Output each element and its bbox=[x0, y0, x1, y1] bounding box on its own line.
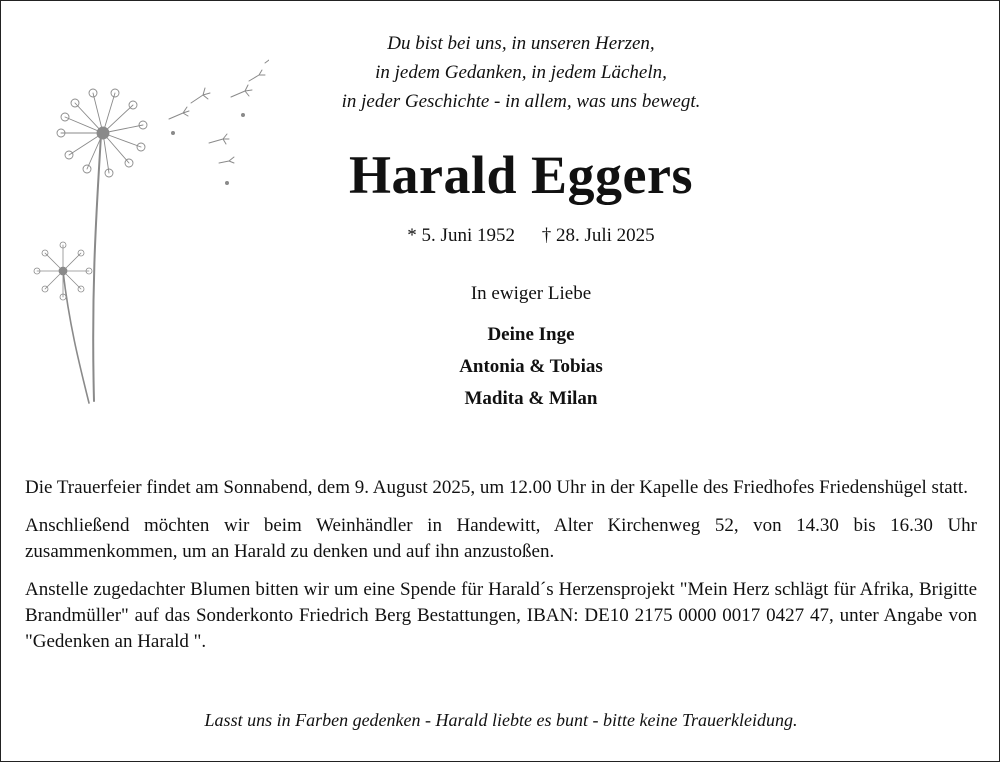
poem-line-1: Du bist bei uns, in unseren Herzen, bbox=[387, 33, 655, 54]
love-line: In ewiger Liebe bbox=[470, 283, 592, 304]
life-dates bbox=[301, 223, 761, 249]
mourner-name: Deine Inge bbox=[487, 324, 575, 345]
poem bbox=[251, 29, 791, 116]
mourners-list bbox=[331, 319, 731, 415]
funeral-info bbox=[25, 475, 977, 667]
birth-date: * 5. Juni 1952 bbox=[407, 225, 515, 246]
dress-code-note: Lasst uns in Farben gedenken - Harald liebte es bunt - bitte keine Trauerkleidung. bbox=[204, 710, 798, 730]
death-date: † 28. Juli 2025 bbox=[541, 225, 655, 246]
deceased-name: Harald Eggers bbox=[349, 145, 693, 205]
donation-paragraph: Anstelle zugedachter Blumen bitten wir um eine Spende für Harald´s Herzensprojekt "Mein Herz schlägt für Afrika, Brigitte Brandmüller" auf das Sonderkonto Friedrich Berg Bestattungen, IBAN: DE10 2175 0000 0017 0427 47, unter Angabe von "Gedenken an Harald ". bbox=[25, 579, 977, 652]
poem-line-2: in jedem Gedanken, in jedem Lächeln, bbox=[375, 62, 667, 83]
mourner-name: Antonia & Tobias bbox=[459, 356, 603, 377]
poem-line-3: in jeder Geschichte - in allem, was uns bewegt. bbox=[341, 91, 701, 112]
dandelion-icon bbox=[19, 23, 269, 413]
gathering-paragraph: Anschließend möchten wir beim Weinhändler in Handewitt, Alter Kirchenweg 52, von 14.30 bis 16.30 Uhr zusammenkommen, um an Harald zu denken und auf ihn anzustoßen. bbox=[25, 515, 977, 562]
funeral-service-paragraph: Die Trauerfeier findet am Sonnabend, dem 9. August 2025, um 12.00 Uhr in der Kapelle des Friedhofes Friedenshügel statt. bbox=[25, 477, 968, 498]
mourner-name: Madita & Milan bbox=[464, 388, 598, 409]
